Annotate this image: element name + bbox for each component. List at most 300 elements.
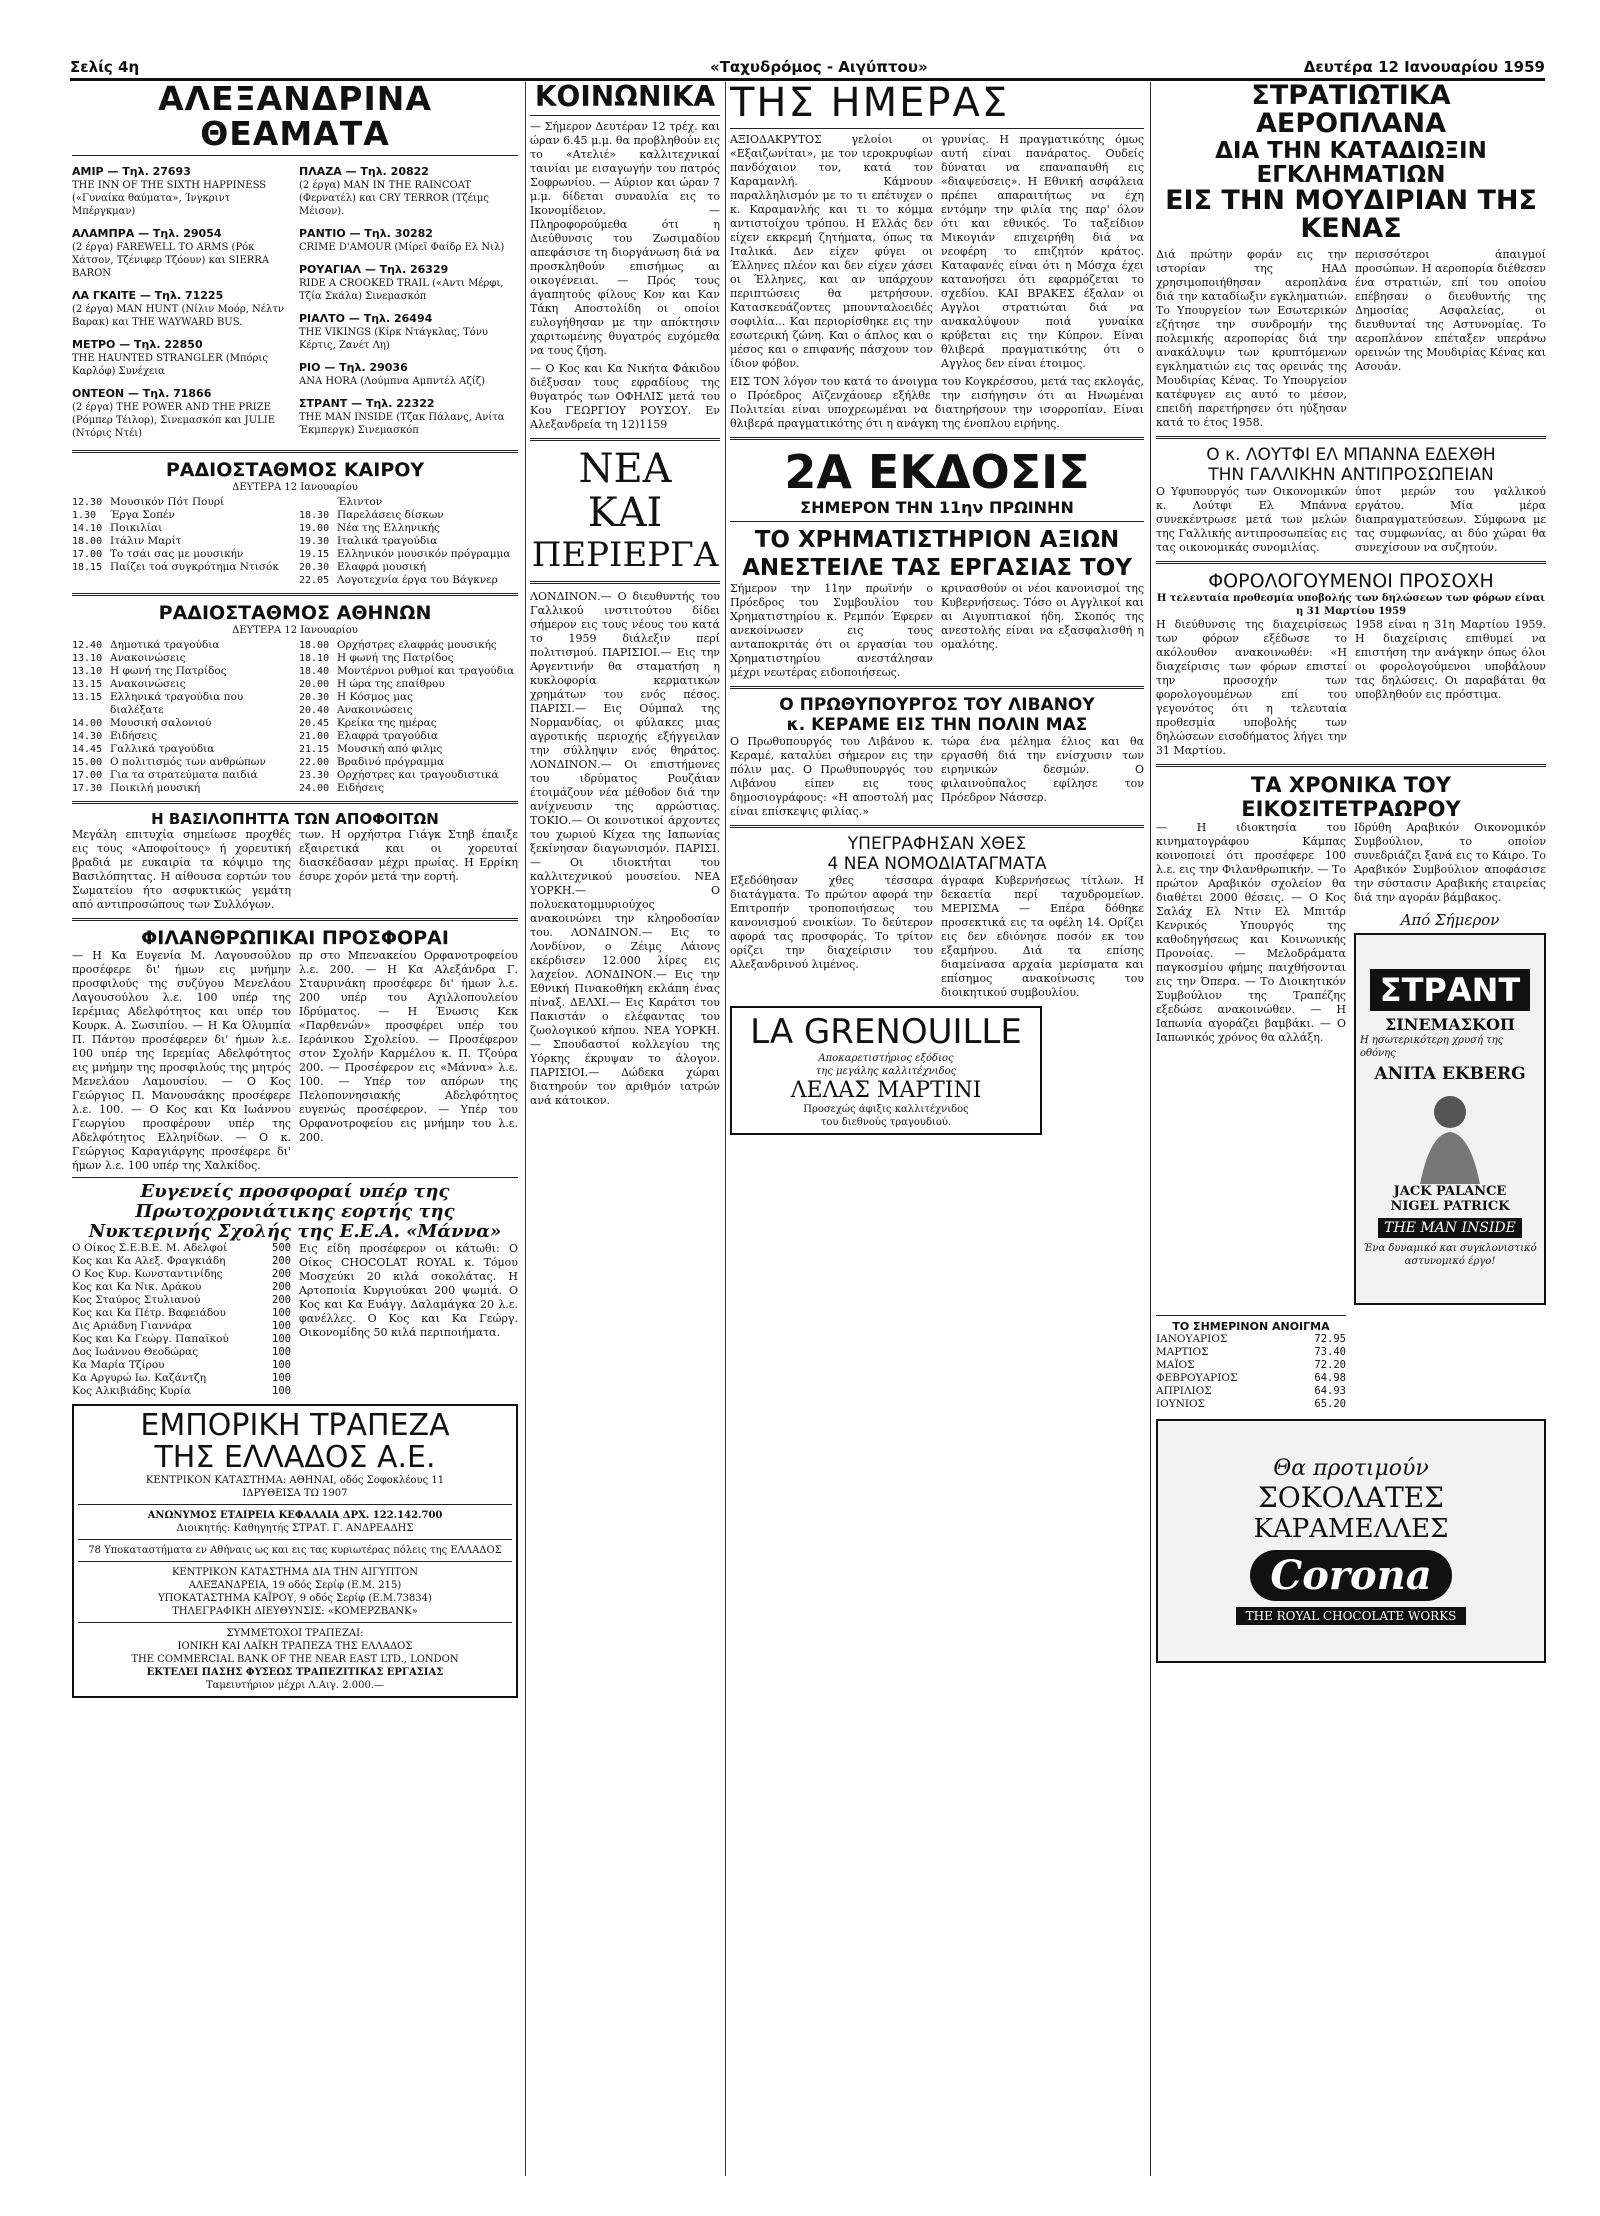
schedule-program: Έργα Σοπέν: [110, 509, 175, 522]
row-label: ΙΟΥΝΙΟΣ: [1156, 1397, 1206, 1410]
corona-line-2: ΣΟΚΟΛΑΤΕΣ: [1258, 1481, 1444, 1515]
radio-cairo-date: ΔΕΥΤΕΡΑ 12 Ιανουαρίου: [232, 482, 358, 494]
schedule-row: [72, 522, 291, 535]
schedule-program: Λογοτεχνία έργα του Βάγκνερ: [337, 574, 498, 587]
schedule-program: Ελληνικά τραγούδια που διαλέξατε: [110, 691, 244, 717]
schedule-program: Ελαφρά τραγούδια: [337, 730, 438, 743]
row-label: Κα Μαρία Τζίρου: [72, 1359, 165, 1372]
schedule-row: [72, 535, 291, 548]
from-today-label: Από Σήμερον: [1400, 910, 1500, 929]
cinema-name: ΜΕΤΡΟ — Τηλ. 22850: [72, 338, 203, 352]
donations-article: [72, 949, 518, 1173]
chronicles-article: [1156, 821, 1546, 1305]
section-title-social: ΚΟΙΝΩΝΙΚΑ: [534, 82, 716, 113]
schedule-program: Ελαφρά μουσική: [337, 561, 427, 574]
schedule-time: 15.00: [72, 757, 103, 769]
schedule-program: Βραδινό πρόγραμμα: [337, 756, 445, 769]
radio-athens-left: [72, 639, 291, 795]
schedule-row: [72, 665, 291, 678]
row-value: 100: [272, 1372, 291, 1385]
value-row: [72, 1359, 291, 1372]
schedule-row: [72, 509, 291, 522]
cinema-program: (2 έργα) FAREWELL TO ARMS (Ρόκ Χάτσον, Τζένιφερ Τζόουν) και SIERRA BARON: [72, 242, 270, 280]
column-divider: [1150, 82, 1151, 2176]
schedule-row: [299, 730, 518, 743]
manna-donations: [72, 1242, 518, 1398]
title-word: ΝΕΑ: [578, 446, 672, 493]
row-label: Κος και Κα Πέτρ. Βαφειάδου: [72, 1307, 226, 1320]
engagement-text: — Ο Κος και Κα Νικήτα Φάκιδου διέξυσαν τους εφραδίους της θυγατρός των ΟΦΗΛΙΣ μετά του Κου ΓΕΩΡΓΙΟΥ ΡΟΥΣΟΥ. Εν Αλεξανδρεία τη 12)1159: [530, 362, 720, 432]
row-value: 73.40: [1314, 1345, 1346, 1358]
second-edition-sub: ΣΗΜΕΡΟΝ ΤΗΝ 11ην ΠΡΩΙΝΗΝ: [800, 498, 1074, 517]
row-label: Κος και Κα Γεώργ. Παπαϊκού: [72, 1333, 229, 1346]
value-row: [72, 1268, 291, 1281]
chronicles-title: ΤΑ ΧΡΟΝΙΚΑ ΤΟΥ ΕΙΚΟΣΙΤΕΤΡΑΩΡΟΥ: [1241, 772, 1461, 821]
cinema-name: ΡΙΟ — Τηλ. 29036: [299, 361, 408, 375]
vasilopita-title: Η ΒΑΣΙΛΟΠΗΤΤΑ ΤΩΝ ΑΠΟΦΟΙΤΩΝ: [151, 810, 439, 829]
cinema-name: ΑΛΑΜΠΡΑ — Τηλ. 29054: [72, 227, 222, 241]
decrees-title-2: 4 ΝΕΑ ΝΟΜΟΔΙΑΤΑΓΜΑΤΑ: [827, 854, 1047, 874]
row-label: Κα Αργυρώ Ιω. Καζάντζη: [72, 1372, 207, 1385]
schedule-program: Για τα στρατεύματα παιδιά: [110, 769, 258, 782]
planes-title-3: ΕΙΣ ΤΗΝ ΜΟΥΔΙΡΙΑΝ ΤΗΣ ΚΕΝΑΣ: [1165, 184, 1537, 245]
schedule-row: [72, 743, 291, 756]
schedule-program: Γαλλικά τραγούδια: [110, 743, 215, 756]
film-title: THE MAN INSIDE: [1378, 1218, 1522, 1238]
cinema-program: THE INN OF THE SIXTH HAPPINESS («Γυναίκα θαύματα», Ίνγκριντ Μπέργκμαν): [72, 180, 267, 218]
row-label: Ο Οίκος Σ.Ε.Β.Ε. Μ. Αδελφοί: [72, 1242, 228, 1255]
bourse-title-2: ΑΝΕΣΤΕΙΛΕ ΤΑΣ ΕΡΓΑΣΙΑΣ ΤΟΥ: [742, 555, 1132, 581]
value-row: [1156, 1333, 1346, 1346]
schedule-time: 17.00: [72, 770, 103, 782]
schedule-time: 12.40: [72, 640, 103, 652]
lebanon-title-2: κ. ΚΕΡΑΜΕ ΕΙΣ ΤΗΝ ΠΟΛΙΝ ΜΑΣ: [786, 715, 1088, 735]
schedule-row: [72, 730, 291, 743]
value-row: [72, 1255, 291, 1268]
cinema-program: CRIME D'AMOUR (Μίρεϊ Φαίδρ Ελ Νιλ): [299, 242, 505, 254]
schedule-time: 14.30: [72, 731, 103, 743]
cinema-name: ΠΛΑΖΑ — Τηλ. 20822: [299, 165, 429, 179]
schedule-row: [72, 548, 291, 561]
row-value: 100: [272, 1385, 291, 1398]
schedule-program: Ειδήσεις: [337, 782, 384, 795]
cinema-list-left: [72, 160, 291, 444]
value-row: [1156, 1385, 1346, 1398]
value-row: [72, 1320, 291, 1333]
row-label: ΜΑΡΤΙΟΣ: [1156, 1345, 1209, 1358]
schedule-time: 14.00: [72, 718, 103, 730]
radio-cairo-right: [299, 496, 518, 587]
row-value: 200: [272, 1294, 291, 1307]
lebanon-article: [730, 735, 1144, 819]
bourse-article: [730, 582, 1144, 680]
strant-cinema-advertisement: [1354, 933, 1546, 1305]
cinema-program: (2 έργα) MAN HUNT (Νίλιν Μοόρ, Νέλτν Βαρακ) και THE WAYWARD BUS.: [72, 304, 284, 329]
row-value: 100: [272, 1307, 291, 1320]
lutfi-text-left: Ο Υφυπουργός των Οικονομικών κ. Λούτφι Ελ Μπάννα συνεκέντρωσε μετά των μελών της Γαλλικής αντιπροσωπείας εις τας οικονομικάς συνομιλίας.: [1156, 484, 1347, 554]
cinema-program: THE VIKINGS (Κίρκ Ντάγκλας, Τόνυ Κέρτις, Ζανέτ Λη): [299, 327, 488, 352]
grenouille-line: του διεθνούς τραγουδιού.: [820, 1117, 952, 1128]
grenouille-artist: ΛΕΛΑΣ ΜΑΡΤΙΝΙ: [790, 1078, 982, 1103]
cinema-program: RIDE A CROOKED TRAIL («Αντι Μέρφι, Τζία Σκάλα) Σινεμασκόπ: [299, 278, 504, 303]
schedule-time: 18.00: [72, 536, 103, 548]
schedule-time: 20.00: [299, 679, 330, 691]
value-row: [72, 1333, 291, 1346]
bottom-section: [1156, 1311, 1546, 1411]
value-row: [72, 1385, 291, 1398]
row-value: 100: [272, 1333, 291, 1346]
grenouille-advertisement: [730, 1006, 1042, 1135]
schedule-row: [299, 535, 518, 548]
schedule-row: [299, 691, 518, 704]
lebanon-text-left: Ο Πρωθυπουργός του Λιβάνου κ. Κεραμέ, καταλύει σήμερον εις την πόλιν μας. Ο Πρωθυπουργός του Λιβάνου είπεν εις τους δημοσιογράφους: «Η αποστολή μας είναι επίσκεψις φιλίας.»: [730, 735, 933, 818]
schedule-row: [299, 652, 518, 665]
planes-title-2: ΔΙΑ ΤΗΝ ΚΑΤΑΔΙΩΞΙΝ ΕΓΚΛΗΜΑΤΙΩΝ: [1215, 137, 1487, 188]
schedule-program: Η φωνή της Πατρίδος: [110, 665, 227, 678]
schedule-program: Η Κόσμος μας: [337, 691, 413, 704]
schedule-program: Δημοτικά τραγούδια: [110, 639, 220, 652]
bank-line: THE COMMERCIAL BANK OF THE NEAR EAST LTD., LONDON: [131, 1654, 459, 1666]
schedule-row: [299, 574, 518, 587]
schedule-time: 20.30: [299, 562, 330, 574]
row-label: Κος και Κα Νικ. Δράκου: [72, 1281, 202, 1294]
radio-athens-right: [299, 639, 518, 795]
decrees-article: [730, 874, 1144, 1000]
column-news: [1156, 82, 1546, 2176]
tax-subtitle: Η τελευταία προθεσμία υποβολής των δηλώσεων των φόρων είναι η 31 Μαρτίου 1959: [1156, 592, 1546, 617]
schedule-time: 18.40: [299, 666, 330, 678]
manna-list: [72, 1242, 291, 1398]
star-name: ANITA EKBERG: [1374, 1064, 1526, 1085]
cinema-name: ΟΝΤΕΟΝ — Τηλ. 71866: [72, 387, 212, 401]
schedule-time: 14.10: [72, 523, 103, 535]
schedule-time: 18.00: [299, 640, 330, 652]
schedule-row: [299, 782, 518, 795]
row-value: 100: [272, 1346, 291, 1359]
cotton-table: [1156, 1333, 1346, 1411]
row-value: 100: [272, 1359, 291, 1372]
schedule-time: [299, 496, 337, 509]
schedule-program: Ορχήστρες ελαφράς μουσικής: [337, 639, 497, 652]
row-label: Κος Σταύρος Στυλιανού: [72, 1294, 201, 1307]
value-row: [72, 1242, 291, 1255]
schedule-program: Μουσική από φιλμς: [337, 743, 443, 756]
day-text-lower: ΕΙΣ ΤΟΝ λόγον του κατά το άνοιγμα του Κογκρέσσου, μετά τας εκλογάς, ο Πρόεδρος Αϊζενχάουερ εξήλθε την εισήγησιν ότι αι Ηνωμέναι Πολιτείαι είναι υποχρεωμέναι να διατηρήσουν την ισορροπίαν. Είναι θλιβερά πραγματικότης ότι η ανάγκη της ένοπλου ειρήνης.: [730, 375, 1144, 430]
schedule-row: [72, 639, 291, 652]
donations-text-right: πρ στο Μπενακείου Ορφανοτροφείου λ.ε. 200. — Η Κα Αλεξάνδρα Γ. Σταυρινάκη προσέφερε δι' ήμων λ.ε. 200 υπέρ του Αχιλλοπουλείου Ιδρύματος. — Η Ένωσις Κεκ «Παρθενών» προσφέρει υπέρ του Ιεράνικου Σχολείου. — Προσέφερον στον Σχολήν Καρμέλου κ. Π. Τζούρα 200. — Προσέφερον εις «Μάννα» λ.ε. 100. — Υπέρ τον απόρων της Πελοποννησιακής Αδελφότητος ευγενώς προσέφερον. — Υπέρ του Ορφανοτροφείου εις μνήμην του λ.ε. 200.: [299, 949, 518, 1145]
cinema-entry: [299, 307, 518, 352]
schedule-row: [299, 548, 518, 561]
schedule-row: [299, 756, 518, 769]
bank-line: ΚΕΝΤΡΙΚΟΝ ΚΑΤΑΣΤΗΜΑ ΔΙΑ ΤΗΝ ΑΙΓΥΠΤΟΝ: [171, 1567, 419, 1579]
value-row: [72, 1294, 291, 1307]
title-word: ΠΕΡΙΕΡΓΑ: [531, 535, 719, 576]
row-label: Δος Ιωάννου Θεοδώρας: [72, 1346, 199, 1359]
bank-name-2: ΤΗΣ ΕΛΛΑΔΟΣ Α.Ε.: [154, 1440, 436, 1476]
schedule-program: Παρελάσεις δίσκων: [337, 509, 444, 522]
cinema-entry: [72, 333, 291, 378]
row-label: ΦΕΒΡΟΥΑΡΙΟΣ: [1156, 1371, 1238, 1384]
schedule-time: 12.30: [72, 497, 103, 509]
value-row: [1156, 1372, 1346, 1385]
cinema-listings: [72, 160, 518, 444]
row-label: ΑΠΡΙΛΙΟΣ: [1156, 1384, 1212, 1397]
news-curiosities-title: [530, 447, 720, 575]
schedule-program: Η ώρα της επαίθρου: [337, 678, 445, 691]
grenouille-line: Προσεχώς άφιξις καλλιτέχνιδος: [803, 1104, 969, 1115]
bank-line: ΣΥΜΜΕΤΟΧΟΙ ΤΡΑΠΕΖΑΙ:: [226, 1628, 364, 1640]
radio-athens-schedule: [72, 639, 518, 795]
cinema-program: (2 έργα) THE POWER AND THE PRIZE (Ρόμπερ Τέιλορ), Σινεμασκόπ και JULIE (Ντόρις Ντέι): [72, 402, 276, 440]
corona-line-3: ΚΑΡΑΜΕΛΛΕΣ: [1253, 1514, 1449, 1545]
planes-text-left: Διά πρώτην φοράν εις την ιστορίαν της ΗΑΔ χρησιμοποιήθησαν αεροπλάνα διά την καταδίωξιν εγκληματιών. Το Υπουργείον των Εσωτερικών εζήτησε την συνδρομήν της πολεμικής αεροπορίας διά την ανακάλυψιν των κρυπτόμενων εγκληματιών εις τας ορεινάς της Μουδιρίας Κένας. Το Υπουργείον κατέφυγεν εις αυτό το μέσον, επειδή παρετήρησεν ότι ηύξησαν κατά το έτος 1958.: [1156, 247, 1347, 429]
radio-athens-date: ΔΕΥΤΕΡΑ 12 Ιανουαρίου: [232, 625, 358, 637]
page-number: Σελίς 4η: [70, 58, 140, 76]
bourse-text-left: Σήμερον την 11ην πρωϊνήν ο Πρόεδρος του Συμβουλίου του Χρηματιστηρίου κ. Ρεμπόν Έφερεν ανεκοίνωσεν εις τους ανταποκριτάς ότι οι εργασίαι του Χρηματιστηρίου ανεστάλησαν μέχρι νεωτέρας ειδοποιήσεως.: [730, 582, 933, 679]
cinema-name: ΡΑΝΤΙΟ — Τηλ. 30282: [299, 227, 433, 241]
row-value: 200: [272, 1268, 291, 1281]
schedule-time: 13.15: [72, 692, 103, 704]
curiosities-text: ΛΟΝΔΙΝΟΝ.— Ο διευθυντής του Γαλλικού ινστιτούτου δίδει σήμερον εις τους νέους του κατά το 1959 διάλεξιν περί πολιτισμού. ΠΑΡΙΣΙΟΙ.— Εις την Αργεντινήν θα σταματήση η κυκλοφορία κερματικών χρημάτων του ενός πέσος. ΠΑΡΙΣΙ.— Εις Ούμπαλ της Νορμανδίας, οι φύλακες μιας αγροτικής περιοχής εξήγγειλαν την σύλληψιν ενός θηράτος. ΛΟΝΔΙΝΟΝ.— Οι επιστήμονες του ιδρύματος Ρουζάιαν έτοιμάζουν νέα μέθοδον διά την ανίχνευσιν της αρρώστιας. ΤΟΚΙΟ.— Οι κοινοτικοί άρχοντες του χωριού Κίχεα της Ιαπωνίας ξεκίνησαν διαγωνισμόν. ΠΑΡΙΣΙ.— Οι ιδιοκτήται του καλλιτεχνικού μουσείου. ΝΕΑ ΥΟΡΚΗ.— Ο πολυεκατομμυριούχος ανακοινώνει την κληροδοσίαν του. ΛΟΝΔΙΝΟΝ.— Εις το Λονδίνον, ο Ζέιμς Λάιονς εκέρδισεν 12.000 λίρες εις λαχείον. ΛΟΝΔΙΝΟΝ.— Εις την Εθνική Πινακοθήκη εκλάπη ένας πίναξ. ΔΕΛΧΙ.— Εις Καράτσι του Πακιστάν ο ελέφαντας του ζωολογικού κήπου. ΝΕΑ ΥΟΡΚΗ.— Σπουδαστοί κολλεγίου της Υόρκης έκρυψαν το άλογον. ΠΑΡΙΣΙΟΙ.— Δώδεκα χώραι διατηρούν τον αριθμόν ιατρών ανά κάτοικον.: [530, 590, 720, 1108]
schedule-row: [299, 769, 518, 782]
schedule-row: [299, 509, 518, 522]
vasilopita-text-left: Μεγάλη επιτυχία σημείωσε προχθές εις τους «Αποφοίτους» ή χορευτική βραδιά με ευκαιρία τα κόψιμο της Βασιλόπηττας. Η αίθουσα εορτών του Σωματείου ήτο ασφυκτικώς γεμάτη από αντιπροσώπους των Συλλόγων.: [72, 828, 291, 912]
schedule-time: 19.30: [299, 536, 330, 548]
column-divider: [725, 82, 726, 2176]
cinema-name: ΣΤΡΑΝΤ — Τηλ. 22322: [299, 397, 435, 411]
row-value: 65.20: [1314, 1397, 1346, 1410]
section-title-day: ΤΗΣ ΗΜΕΡΑΣ: [730, 82, 1010, 126]
schedule-program: Νέα της Ελληνικής: [337, 522, 440, 535]
lutfi-title-2: ΤΗΝ ΓΑΛΛΙΚΗΝ ΑΝΤΙΠΡΟΣΩΠΕΙΑΝ: [1208, 464, 1494, 485]
schedule-program: Μοντέρνοι ρυθμοί και τραγούδια: [337, 665, 515, 678]
cotton-opening: [1156, 1311, 1346, 1411]
schedule-row: [72, 691, 291, 717]
bank-line: ΚΕΝΤΡΙΚΟΝ ΚΑΤΑΣΤΗΜΑ: ΑΘΗΝΑΙ, οδός Σοφοκλέους 11: [145, 1475, 445, 1487]
social-text: — Σήμερον Δευτέραν 12 τρέχ. και ώραν 6.45 μ.μ. θα προβληθούν εις το «Ατελιέ» καλλιτεχνικαί ταινίαι με εισαγωγήν του πατρός Σοφρωνίου. — Αύριον και ώραν 7 μ.μ. δίδεται συναυλία εις το Ικονομίδειον. — Πληροφορούμεθα ότι η Διεύθυνσις του Ζωσιμαδίου απεφάσισε τη διοργάνωση διά να προσκληθούν επισήμως αι οικογένειαι. — Πρός τους άγαπητούς φίλους Κον και Καν Τάκη Αποστολίδη οι οποίοι ευλογήθησαν με την απόκτησιν χαριτωμένης θυγατρός ευχόμεθα να τους ζήση.: [530, 120, 720, 358]
grenouille-line: Αποκαρετιστήριος εξόδιος: [818, 1053, 954, 1064]
bourse-text-right: κρινασθούν οι νέοι κανονισμοί της Κυβερνήσεως. Τόσο οι Αγγλικοί και αι Αιγυπτιακοί ήδη. Σκοπός της ανεστολής είναι να εξασφαλισθή η ομαλότης.: [941, 582, 1144, 651]
lebanon-text-right: τώρα ένα μέλημα έλιος και θα εργασθή διά την ενίσχυσιν των ειρηνικών δεσμών. Ο φιλαινούπαλος εφίλησε τον Πρόεδρον Νάσσερ.: [941, 735, 1144, 804]
bank-advertisement: [72, 1404, 518, 1698]
schedule-time: 13.10: [72, 653, 103, 665]
radio-athens-title: ΡΑΔΙΟΣΤΑΘΜΟΣ ΑΘΗΝΩΝ: [158, 602, 432, 625]
schedule-time: 21.15: [299, 744, 330, 756]
schedule-row: [72, 769, 291, 782]
decrees-text-left: Εξεδόθησαν χθες τέσσαρα διατάγματα. Το πρώτον αφορά την Επιτροπήν τροποποιήσεως του κανονισμού ενοικίων. Το δεύτερον αφορά τας προσφοράς. Το τρίτον ορίζει την διαχείρισιν του Αλεξανδρινού λιμένος.: [730, 874, 933, 971]
schedule-program: Ανακοινώσεις: [110, 652, 186, 665]
cinema-entry: [299, 160, 518, 218]
schedule-program: Ειδήσεις: [110, 730, 157, 743]
lutfi-text-right: ύποτ μερών του γαλλικού εργάτου. Μία μέρα διαπραγματεύσεων. Σύμφωνα με τας συμφωνίας, αι δύο χώραι θα συνεχίσουν να συζητούν.: [1355, 484, 1546, 554]
schedule-time: 18.10: [299, 653, 330, 665]
cinema-entry: [72, 222, 291, 280]
row-value: 500: [272, 1242, 291, 1255]
lutfi-title-1: Ο κ. ΛΟΥΤΦΙ ΕΛ ΜΠΑΝΝΑ ΕΔΕΧΘΗ: [1206, 444, 1496, 465]
schedule-time: 13.15: [72, 679, 103, 691]
bank-line: ΑΝΩΝΥΜΟΣ ΕΤΑΙΡΕΙΑ ΚΕΦΑΛΑΙΑ ΔΡΧ. 122.142.700: [147, 1510, 443, 1522]
schedule-time: 20.40: [299, 705, 330, 717]
strant-tagline: Η ησωτερικότερη χρυσή της οθόνης: [1360, 1035, 1504, 1060]
cinema-program: THE HAUNTED STRANGLER (Μπόρις Καρλόφ) Συνέχεια: [72, 353, 268, 378]
row-label: Ο Κος Κυρ. Κωνσταντινίδης: [72, 1268, 223, 1281]
grenouille-line: της μεγάλης καλλιτέχνιδος: [815, 1066, 957, 1077]
row-label: Κος και Κα Αλεξ. Φραγκιάδη: [72, 1255, 226, 1268]
cinema-entry: [299, 222, 518, 254]
film-quote: Ένα δυναμικό και συγκλονιστικό αστυνομικό έργο!: [1363, 1243, 1537, 1268]
title-word: ΚΑΙ: [587, 490, 663, 537]
row-value: 72.20: [1314, 1358, 1346, 1371]
grenouille-name: LA GRENOUILLE: [750, 1012, 1022, 1052]
cinema-name: ΡΟΥΑΓΙΑΛ — Τηλ. 26329: [299, 263, 449, 277]
bourse-title-1: ΤΟ ΧΡΗΜΑΤΙΣΤΗΡΙΟΝ ΑΞΙΩΝ: [754, 527, 1120, 553]
value-row: [72, 1346, 291, 1359]
cinema-entry: [72, 382, 291, 440]
row-value: 200: [272, 1255, 291, 1268]
schedule-program: Έλιντον: [337, 496, 383, 509]
manna-text-right: Εις είδη προσέφερον οι κάτωθι: Ο Οίκος CHOCOLAT ROYAL κ. Τόμου Μοσχεύκι 20 κιλά σοκολάτας. Η Αρτοποιία Κυργιούκαι 200 ψωμιά. Ο Κος και Κα Ευάγγ. Δαλαμάγκα 20 λ.ε. φανέλλες. Ο Κος και Κα Γεώργ. Οικονομίδης 50 κιλά περιποιήματα.: [299, 1242, 518, 1340]
planes-article: [1156, 248, 1546, 430]
bank-line: ΙΟΝΙΚΗ ΚΑΙ ΛΑΪΚΗ ΤΡΑΠΕΖΑ ΤΗΣ ΕΛΛΑΔΟΣ: [177, 1641, 413, 1653]
row-value: 64.93: [1314, 1384, 1346, 1397]
cotton-title: ΤΟ ΣΗΜΕΡΙΝΟΝ ΑΝΟΙΓΜΑ: [1172, 1319, 1330, 1333]
schedule-time: 17.00: [72, 549, 103, 561]
cinema-list-right: [299, 160, 518, 444]
schedule-program: Η φωνή της Πατρίδος: [337, 652, 454, 665]
schedule-time: 22.00: [299, 757, 330, 769]
decrees-title-1: ΥΠΕΓΡΑΦΗΣΑΝ ΧΘΕΣ: [847, 834, 1027, 854]
cinema-entry: [299, 258, 518, 303]
schedule-program: Ανακοινώσεις: [110, 678, 186, 691]
tax-title: ΦΟΡΟΛΟΓΟΥΜΕΝΟΙ ΠΡΟΣΟΧΗ: [1208, 569, 1494, 592]
corona-works: THE ROYAL CHOCOLATE WORKS: [1236, 1607, 1467, 1625]
schedule-time: 20.30: [299, 692, 330, 704]
cinema-program: (2 έργα) MAN IN THE RAINCOAT (Φερνατέλ) και CRY TERROR (Τζέιμς Μέισον).: [299, 180, 490, 218]
schedule-program: Παίζει τοά συγκρότημα Ντισόκ: [110, 561, 279, 574]
cinema-entry: [299, 356, 518, 388]
cinema-program: THE MAN INSIDE (Τζακ Πάλανς, Ανίτα Έκμπεργκ) Σινεμασκόπ: [299, 412, 505, 437]
radio-cairo-schedule: [72, 496, 518, 587]
manna-title: Ευγενείς προσφοραί υπέρ της Πρωτοχρονιάτικης εορτής της Νυκτερινής Σχολής της Ε.Ε.Α. «Μάννα»: [88, 1181, 502, 1243]
schedule-program: Μουσικόν Πότ Πουρί: [110, 496, 225, 509]
schedule-row: [299, 639, 518, 652]
second-edition-title: 2Α ΕΚΔΟΣΙΣ: [784, 445, 1090, 499]
schedule-program: Μουσική σαλονιού: [110, 717, 212, 730]
cinema-entry: [299, 392, 518, 437]
value-row: [72, 1307, 291, 1320]
actress-illustration: [1390, 1084, 1510, 1184]
schedule-time: 19.00: [299, 523, 330, 535]
bank-line: ΙΔΡΥΘΕΙΣΑ ΤΩ 1907: [242, 1488, 348, 1500]
schedule-program: Ελληνικόν μουσικόν πρόγραμμα: [337, 548, 511, 561]
bank-line: ΕΚΤΕΛΕΙ ΠΑΣΗΣ ΦΥΣΕΩΣ ΤΡΑΠΕΖΙΤΙΚΑΣ ΕΡΓΑΣΙΑΣ: [146, 1667, 444, 1679]
row-value: 64.98: [1314, 1371, 1346, 1384]
row-value: 100: [272, 1320, 291, 1333]
value-row: [72, 1281, 291, 1294]
schedule-row: [72, 561, 291, 574]
donations-title: ΦΙΛΑΝΘΡΩΠΙΚΑΙ ΠΡΟΣΦΟΡΑΙ: [141, 927, 449, 950]
schedule-program: Ο πολιτισμός των ανθρώπων: [110, 756, 266, 769]
row-value: 72.95: [1314, 1332, 1346, 1345]
schedule-time: 17.30: [72, 783, 103, 795]
decrees-text-right: άγραφα Κυβερνήσεως τίτλων. Η δεκαετία περί ταχυδρομείων. ΜΕΡΙΣΜΑ — Επέρα δόθηκε προσεκτικά εις τα οφέλη 14. Ορίζει εις δεν εδιόνησε ποσόν εκ του εξαμήνου. Διά τα επίσης διαμείνασα αρχαία μερίσματα και επίσημος ανακοίνωσις του διοικητικού συμβουλίου.: [941, 874, 1144, 999]
schedule-program: Ποικιλίαι: [110, 522, 163, 535]
column-day: [730, 82, 1144, 2176]
row-value: 200: [272, 1281, 291, 1294]
day-text-left: ΑΞΙΟΔΑΚΡΥΤΟΣ γελοίοι οι «Εξαιζωνίται», με τον ιεροκρυφίων πανδόχαιον τον, κατά τον Καραμανλή. Κάμνουν παραλληλισμόν με το τι επέτυχεν ο κ. Καραμανλής και τι το κόμμα αντιστοίχου τρόπου. Η Ελλάς δεν είχεν εκκρεμή ζητήματα, όπως τα Ιταλικά. Δεν είχεν φύγει οι Έλληνες πλέον και δεν είχεν χάσει οι Έλληνες, και αν υπάρχουν περιπτώσεις θα μετρήσουν. Κατασκευάζοντες μπουνταλοειδές σοφιλία... Και περιορίσθηκε εις την εσωτερική ζώνη. Και ο άπλος και ο μέσος και ο επιφανής πάσχουν τον ίδιον φόβον.: [730, 133, 933, 370]
schedule-time: 18.30: [299, 510, 330, 522]
value-row: [1156, 1359, 1346, 1372]
schedule-row: [72, 678, 291, 691]
schedule-row: [72, 756, 291, 769]
row-label: ΙΑΝΟΥΑΡΙΟΣ: [1156, 1332, 1228, 1345]
chronicles-text-left: — Η ιδιοκτησία του κινηματογράφου Κάμπας κοινοποιεί ότι προσέφερε 100 λ.ε. εις την Φιλανθρωπικήν. — Το πρώτον Αραβικόν σχολείον θα διαθέτει 2000 θέσεις. — Ο Κος Σαλάχ Ελ Ντιν Ελ Μπιτάρ Κενρικός Υπουργός της καθοδηγήσεως και Κοινωνικής Προνοίας. — Μελοδράματα παγκοσμίου φήμης παιχθήσονται εις την Όπερα. — Το Διοικητικόν Συμβούλιον της Τραπέζης εξεδώσε ανακοινώθεν. — Η Ιαπωνία αγοράζει βαμβάκι. — Ο Ιαπωνικός χρόνος θα αλλάξη.: [1156, 820, 1346, 1044]
schedule-row: [299, 743, 518, 756]
schedule-row: [299, 561, 518, 574]
schedule-time: 24.00: [299, 783, 330, 795]
tax-text-right: 1958 είναι η 31η Μαρτίου 1959. Η διαχείρισις επιθυμεί να επιστήση την ανάγκην όπως όλοι οι φορολογούμενοι υποβάλουν τας δηλώσεις. Οι παραβάται θα υποβληθούν εις πρόστιμα.: [1355, 617, 1546, 701]
schedule-program: Κρείκα της ημέρας: [337, 717, 437, 730]
schedule-program: Ιταλικά τραγούδια: [337, 535, 438, 548]
actor-name: JACK PALANCE: [1393, 1184, 1507, 1200]
chronicles-right-column: [1354, 821, 1546, 1305]
cinemascope-label: ΣΙΝΕΜΑΣΚΟΠ: [1384, 1015, 1515, 1035]
schedule-row: [299, 678, 518, 691]
schedule-time: 1.30: [72, 510, 97, 522]
column-divider: [525, 82, 526, 2176]
lebanon-title-1: Ο ΠΡΩΘΥΠΟΥΡΓΟΣ ΤΟΥ ΛΙΒΑΝΟΥ: [779, 695, 1095, 715]
bank-line: ΑΛΕΞΑΝΔΡΕΙΑ, 19 οδός Σερίφ (Ε.Μ. 215): [188, 1580, 402, 1592]
schedule-time: 20.45: [299, 718, 330, 730]
actor-name: NIGEL PATRICK: [1390, 1199, 1510, 1215]
bank-line: Ταμειυτήριον μέχρι Λ.Αιγ. 2.000.—: [205, 1680, 385, 1692]
cinema-entry: [72, 284, 291, 329]
schedule-row: [299, 496, 518, 509]
lutfi-article: [1156, 485, 1546, 555]
day-text-right: γρυνίας. Η πραγματικότης όμως αυτή είναι πανάρατος. Ουδείς δύναται να επαναπαυθή εις «διαψεύσεις». Η Εθνική ασφάλεια πρέπει απαραιτήτως να έχη εντόμην την φιλία της παρ' όλον ότι και εθνικός. Το ταξείδιον Μικογιάν επιχειρήθη διά να νεοφέρη το επιζητόν κράτος. Καταφανές είναι ότι η Μόσχα έχει κατανοήσει ότι εφαρμόζεται το σχεδίου. ΚΑΙ ΒΡΑΚΕΣ έξαλαν οι Αγγλοι στρατιώται διά να ανακαλύψουν ποιά γυναίκα κρύβεται εις την Κύπρον. Είναι θλιβερά πραγματικότης ότι ο Αγγλος δεν είναι έτοιμος.: [941, 133, 1144, 370]
planes-text-right: περισσότεροι άπαιγμοί προσώπων. Η αεροπορία διέθεσεν ένα στρατιών, επί του οποίου επέβησαν ο διευθυντής της Δημοσίας Ασφαλείας, οι διευθυνταί της Αστυνομίας. Το αεροπλάνον επέταξεν υπεράνω ορεινών της Μουδιρίας Κένας και Ασουάν.: [1355, 247, 1546, 373]
cinema-name: ΛΑ ΓΚΑΙΤΕ — Τηλ. 71225: [72, 289, 224, 303]
schedule-program: Ποικιλή μουσική: [110, 782, 201, 795]
chronicles-text-right: Ιδρύθη Αραβικόν Οικονομικόν Συμβούλιον, το οποίον συνεδριάζει ξανά εις το Κάιρο. Το Αραβικόν Συμβούλιον αποφάσισε την σύστασιν Αραβικής εταιρείας διά την αγοράν βάμβακος.: [1354, 820, 1546, 904]
bank-line: ΤΗΛΕΓΡΑΦΙΚΗ ΔΙΕΥΘΥΝΣΙΣ: «ΚΟΜΕΡΖΒΑΝΚ»: [172, 1606, 418, 1618]
schedule-program: Ορχήστρες και τραγουδιστικά: [337, 769, 499, 782]
masthead: [70, 58, 1545, 81]
schedule-row: [299, 704, 518, 717]
tax-article: [1156, 618, 1546, 758]
value-row: [1156, 1398, 1346, 1411]
row-label: Δις Αριάδνη Γιαννάρα: [72, 1320, 192, 1333]
corona-advertisement: [1156, 1419, 1546, 1663]
corona-brand: Corona: [1250, 1550, 1451, 1601]
cinema-name: ΑΜΙΡ — Τηλ. 27693: [72, 165, 191, 179]
bank-line: ΥΠΟΚΑΤΑΣΤΗΜΑ ΚΑΪΡΟΥ, 9 οδός Σερίφ (Ε.Μ.73834): [158, 1593, 432, 1605]
schedule-time: 18.15: [72, 562, 103, 574]
value-row: [72, 1372, 291, 1385]
row-label: ΜΑΪΟΣ: [1156, 1358, 1195, 1371]
schedule-row: [299, 665, 518, 678]
schedule-time: 13.10: [72, 666, 103, 678]
schedule-row: [72, 782, 291, 795]
schedule-time: 23.30: [299, 770, 330, 782]
schedule-row: [299, 522, 518, 535]
schedule-row: [72, 652, 291, 665]
column-entertainment: [72, 82, 518, 2176]
schedule-program: Ανακοινώσεις: [337, 704, 413, 717]
schedule-time: 22.05: [299, 575, 330, 587]
row-label: Κος Αλκιβιάδης Κυρία: [72, 1385, 192, 1398]
schedule-program: Το τσάι σας με μουσικήν: [110, 548, 244, 561]
